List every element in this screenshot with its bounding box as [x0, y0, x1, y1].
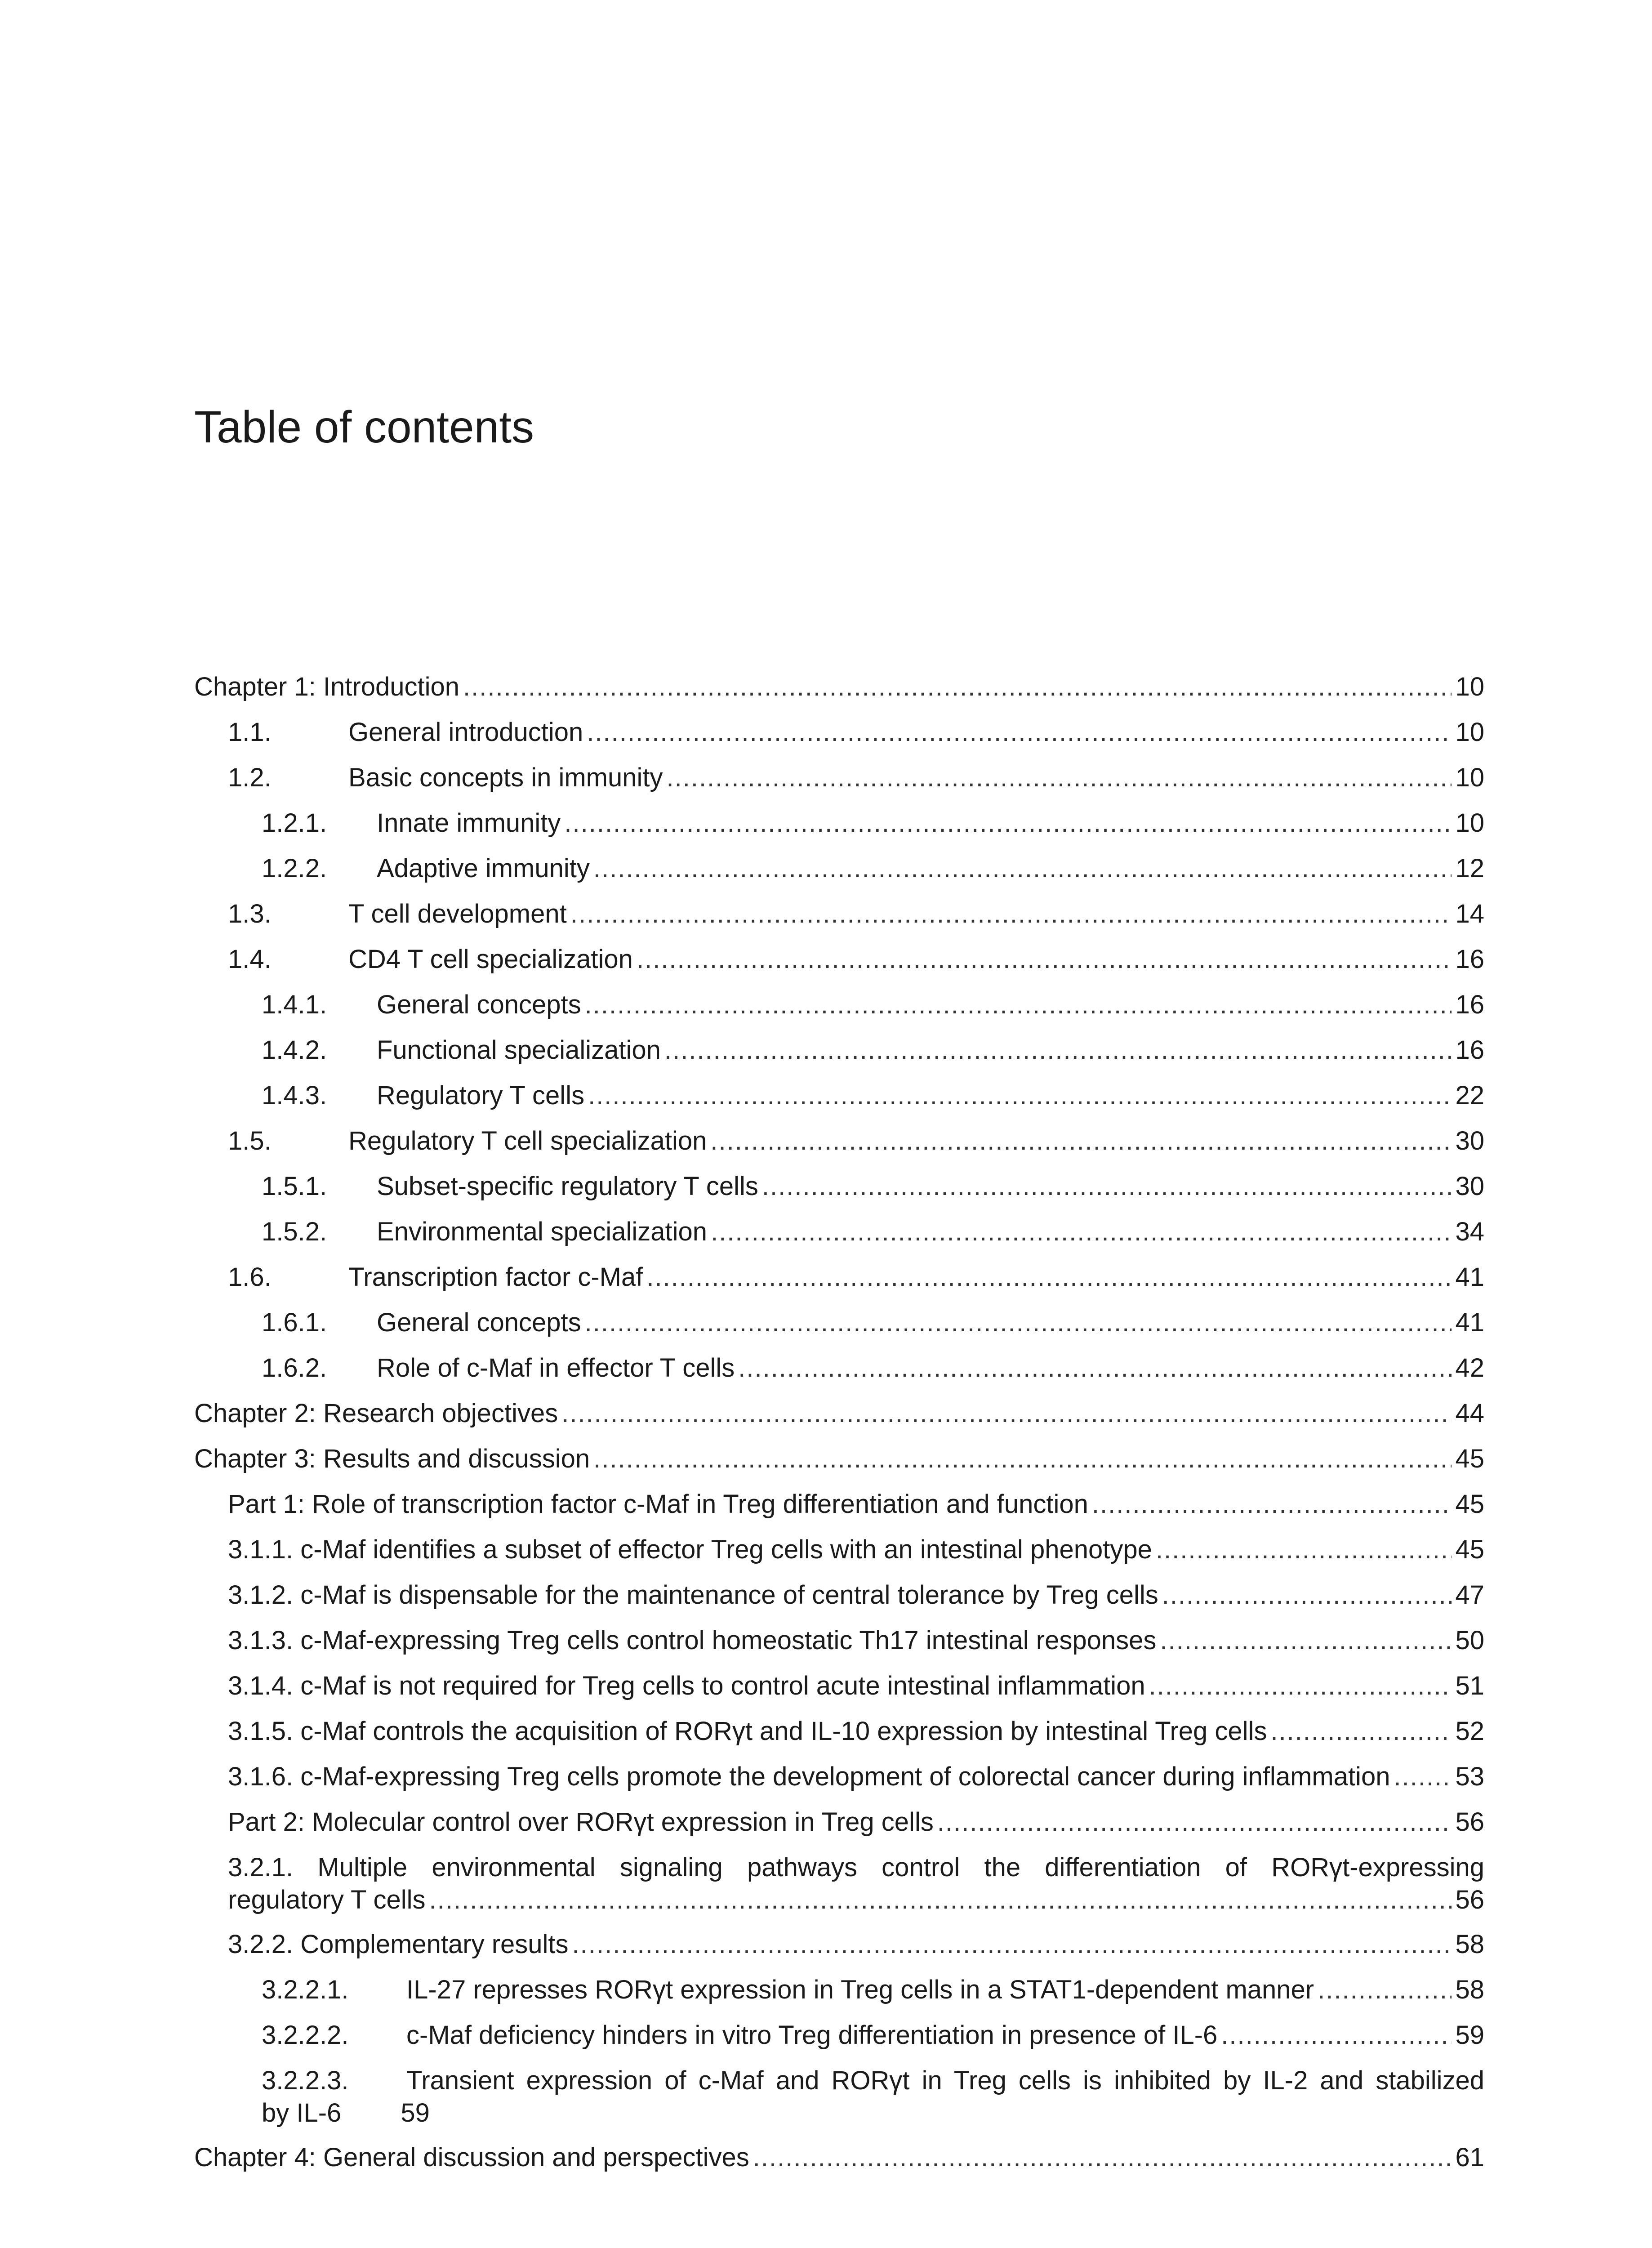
toc-entry-number: 1.6. — [228, 1262, 272, 1292]
toc-entry[interactable] — [194, 1626, 1484, 1671]
toc-entry-title: 3.1.2. c-Maf is dispensable for the maintenance of central tolerance by Treg cells — [228, 1580, 1158, 1610]
toc-dot-leader — [1318, 1975, 1452, 2005]
toc-dot-leader — [710, 1126, 1452, 1156]
toc-entry-page: 30 — [1455, 1126, 1484, 1155]
toc-entry-title: Regulatory T cells — [377, 1081, 585, 1110]
toc-entry-title: 3.1.5. c-Maf controls the acquisition of RORγt and IL-10 expression by intestinal Treg cells — [228, 1717, 1267, 1746]
toc-entry-page: 44 — [1455, 1399, 1484, 1428]
toc-entry[interactable] — [194, 763, 1484, 808]
toc-entry[interactable] — [194, 1035, 1484, 1081]
toc-dot-leader — [572, 1930, 1452, 1959]
toc-entry[interactable] — [194, 1262, 1484, 1308]
toc-entry[interactable] — [194, 2143, 1484, 2188]
toc-entry-title: 3.2.1. Multiple environmental signaling pathways control the differentiation of RORγt-expressing — [228, 1853, 1484, 1882]
toc-entry-page: 16 — [1455, 945, 1484, 974]
toc-entry[interactable] — [194, 718, 1484, 763]
toc-dot-leader — [664, 1035, 1452, 1065]
toc-entry[interactable] — [194, 990, 1484, 1035]
toc-dot-leader — [1162, 1580, 1452, 1610]
toc-entry-page: 30 — [1455, 1172, 1484, 1201]
toc-entry[interactable] — [194, 808, 1484, 854]
toc-entry-page: 16 — [1455, 1035, 1484, 1065]
toc-entry-title: Subset-specific regulatory T cells — [377, 1172, 758, 1201]
toc-entry[interactable] — [194, 1126, 1484, 1172]
toc-entry-title: Innate immunity — [377, 808, 561, 838]
toc-entry-number: 3.2.2.2. — [262, 2021, 349, 2050]
toc-entry[interactable] — [194, 1172, 1484, 1217]
toc-entry-title: 3.1.1. c-Maf identifies a subset of effector Treg cells with an intestinal phenotype — [228, 1535, 1152, 1564]
toc-dot-leader — [564, 808, 1452, 838]
toc-entry[interactable] — [194, 1399, 1484, 1444]
toc-entry-title: Transient expression of c-Maf and RORγt in Treg cells is inhibited by IL-2 and stabilized — [406, 2066, 1484, 2095]
toc-entry-number: 1.4. — [228, 945, 272, 974]
toc-entry-number: 1.2.1. — [262, 808, 327, 838]
toc-dot-leader — [637, 945, 1452, 974]
toc-entry-number: 3.2.2.3. — [262, 2066, 349, 2095]
toc-entry-page: 53 — [1455, 1762, 1484, 1791]
toc-entry[interactable] — [194, 1975, 1484, 2021]
toc-dot-leader — [753, 2143, 1452, 2172]
toc-entry-number: 1.2. — [228, 763, 272, 792]
toc-entry-title: Part 2: Molecular control over RORγt expression in Treg cells — [228, 1807, 934, 1837]
toc-entry-title: Basic concepts in immunity — [348, 763, 663, 792]
toc-entry-page: 22 — [1455, 1081, 1484, 1110]
toc-entry-page: 41 — [1455, 1308, 1484, 1337]
toc-dot-leader — [588, 1081, 1452, 1111]
toc-dot-leader — [1160, 1626, 1452, 1655]
toc-entry-number: 1.4.2. — [262, 1035, 327, 1065]
page-title: Table of contents — [194, 402, 534, 452]
toc-entry-title: Chapter 2: Research objectives — [194, 1399, 558, 1428]
toc-entry[interactable] — [194, 2066, 1484, 2143]
toc-entry-title: Part 1: Role of transcription factor c-Maf in Treg differentiation and function — [228, 1490, 1088, 1519]
toc-entry-title: Functional specialization — [377, 1035, 661, 1065]
toc-entry-page: 45 — [1455, 1444, 1484, 1473]
toc-entry-title: Role of c-Maf in effector T cells — [377, 1353, 735, 1383]
toc-entry[interactable] — [194, 672, 1484, 718]
toc-entry[interactable] — [194, 1807, 1484, 1853]
toc-entry-page: 56 — [1455, 1807, 1484, 1837]
toc-dot-leader — [585, 1308, 1452, 1338]
toc-entry-title: Chapter 3: Results and discussion — [194, 1444, 590, 1473]
toc-entry-number: 1.6.2. — [262, 1353, 327, 1383]
toc-entry-page: 50 — [1455, 1626, 1484, 1655]
toc-dot-leader — [646, 1262, 1452, 1292]
toc-entry-page: 14 — [1455, 899, 1484, 928]
toc-entry[interactable] — [194, 2021, 1484, 2066]
toc-dot-leader — [1394, 1762, 1452, 1792]
toc-entry-page: 12 — [1455, 854, 1484, 883]
toc-entry-page: 16 — [1455, 990, 1484, 1019]
toc-entry-title: Chapter 1: Introduction — [194, 672, 460, 701]
toc-dot-leader — [666, 763, 1452, 793]
toc-entry[interactable] — [194, 899, 1484, 945]
toc-entry-number: 1.5.2. — [262, 1217, 327, 1246]
toc-entry-title: IL-27 represses RORγt expression in Treg cells in a STAT1-dependent manner — [406, 1975, 1314, 2004]
toc-dot-leader — [587, 718, 1452, 747]
toc-entry-page: 58 — [1455, 1930, 1484, 1959]
toc-entry-title: 3.2.2. Complementary results — [228, 1930, 569, 1959]
toc-entry-title: Transcription factor c-Maf — [348, 1262, 643, 1292]
toc-entry-title: CD4 T cell specialization — [348, 945, 633, 974]
toc-entry-number: 1.3. — [228, 899, 272, 928]
toc-entry-title: c-Maf deficiency hinders in vitro Treg differentiation in presence of IL-6 — [406, 2021, 1218, 2050]
toc-entry[interactable] — [194, 1762, 1484, 1807]
toc-entry-page: 51 — [1455, 1671, 1484, 1700]
toc-entry-page: 41 — [1455, 1262, 1484, 1292]
toc-entry-title: 3.1.3. c-Maf-expressing Treg cells control homeostatic Th17 intestinal responses — [228, 1626, 1157, 1655]
toc-entry-title: T cell development — [348, 899, 567, 928]
toc-entry[interactable] — [194, 1308, 1484, 1353]
toc-entry-page: 34 — [1455, 1217, 1484, 1246]
toc-entry-page: 52 — [1455, 1717, 1484, 1746]
toc-entry-title: Environmental specialization — [377, 1217, 708, 1246]
toc-entry[interactable] — [194, 1671, 1484, 1717]
toc-entry-title-continued: regulatory T cells — [228, 1885, 426, 1914]
toc-entry[interactable] — [194, 1353, 1484, 1399]
toc-entry-page: 59 — [1455, 2021, 1484, 2050]
toc-entry-page: 10 — [1455, 763, 1484, 792]
toc-entry-page: 45 — [1455, 1535, 1484, 1564]
toc-entry-page: 10 — [1455, 718, 1484, 747]
toc-entry-number: 1.2.2. — [262, 854, 327, 883]
toc-entry[interactable] — [194, 1535, 1484, 1580]
toc-entry-page: 58 — [1455, 1975, 1484, 2004]
toc-entry-page: 10 — [1455, 808, 1484, 838]
toc-dot-leader — [463, 672, 1452, 702]
toc-entry-title: General concepts — [377, 1308, 581, 1337]
toc-dot-leader — [585, 990, 1452, 1020]
toc-dot-leader — [561, 1399, 1452, 1428]
toc-entry-number: 1.5.1. — [262, 1172, 327, 1201]
toc-entry-number: 1.5. — [228, 1126, 272, 1155]
toc-entry-title-continued: by IL-6 — [262, 2098, 342, 2128]
toc-dot-leader — [570, 899, 1452, 929]
toc-entry[interactable] — [194, 1081, 1484, 1126]
toc-entry-number: 1.4.3. — [262, 1081, 327, 1110]
toc-entry-page: 10 — [1455, 672, 1484, 701]
toc-dot-leader — [1149, 1671, 1452, 1701]
toc-entry[interactable] — [194, 1217, 1484, 1262]
toc-dot-leader — [738, 1353, 1452, 1383]
toc-entry-title: Adaptive immunity — [377, 854, 590, 883]
toc-entry-page: 61 — [1455, 2143, 1484, 2172]
toc-entry-page: 59 — [401, 2098, 430, 2128]
toc-entry[interactable] — [194, 945, 1484, 990]
toc-dot-leader — [762, 1172, 1452, 1201]
toc-entry-page: 56 — [1455, 1885, 1484, 1914]
toc-dot-leader — [1221, 2021, 1452, 2050]
toc-entry[interactable] — [194, 1580, 1484, 1626]
toc-entry-number: 1.4.1. — [262, 990, 327, 1019]
toc-entry-page: 47 — [1455, 1580, 1484, 1610]
toc-entry-title: General concepts — [377, 990, 581, 1019]
toc-entry[interactable] — [194, 1717, 1484, 1762]
toc-dot-leader — [711, 1217, 1452, 1247]
toc-entry-page: 42 — [1455, 1353, 1484, 1383]
toc-dot-leader — [429, 1885, 1452, 1915]
table-of-contents — [194, 672, 1484, 2188]
toc-entry-page: 45 — [1455, 1490, 1484, 1519]
toc-entry-title: Chapter 4: General discussion and perspectives — [194, 2143, 749, 2172]
toc-entry[interactable] — [194, 1444, 1484, 1490]
toc-entry[interactable] — [194, 1930, 1484, 1975]
toc-dot-leader — [593, 1444, 1452, 1474]
toc-dot-leader — [1092, 1490, 1452, 1519]
toc-entry-number: 1.6.1. — [262, 1308, 327, 1337]
toc-dot-leader — [1270, 1717, 1452, 1746]
toc-entry[interactable] — [194, 1853, 1484, 1930]
toc-entry[interactable] — [194, 1490, 1484, 1535]
toc-entry[interactable] — [194, 854, 1484, 899]
toc-dot-leader — [593, 854, 1452, 883]
toc-entry-title: 3.1.4. c-Maf is not required for Treg cells to control acute intestinal inflammation — [228, 1671, 1145, 1700]
toc-dot-leader — [1156, 1535, 1452, 1565]
toc-entry-title: Regulatory T cell specialization — [348, 1126, 707, 1155]
toc-dot-leader — [937, 1807, 1452, 1837]
toc-entry-title: General introduction — [348, 718, 583, 747]
toc-entry-number: 3.2.2.1. — [262, 1975, 349, 2004]
toc-entry-title: 3.1.6. c-Maf-expressing Treg cells promote the development of colorectal cancer during inflammation — [228, 1762, 1390, 1791]
toc-entry-number: 1.1. — [228, 718, 272, 747]
